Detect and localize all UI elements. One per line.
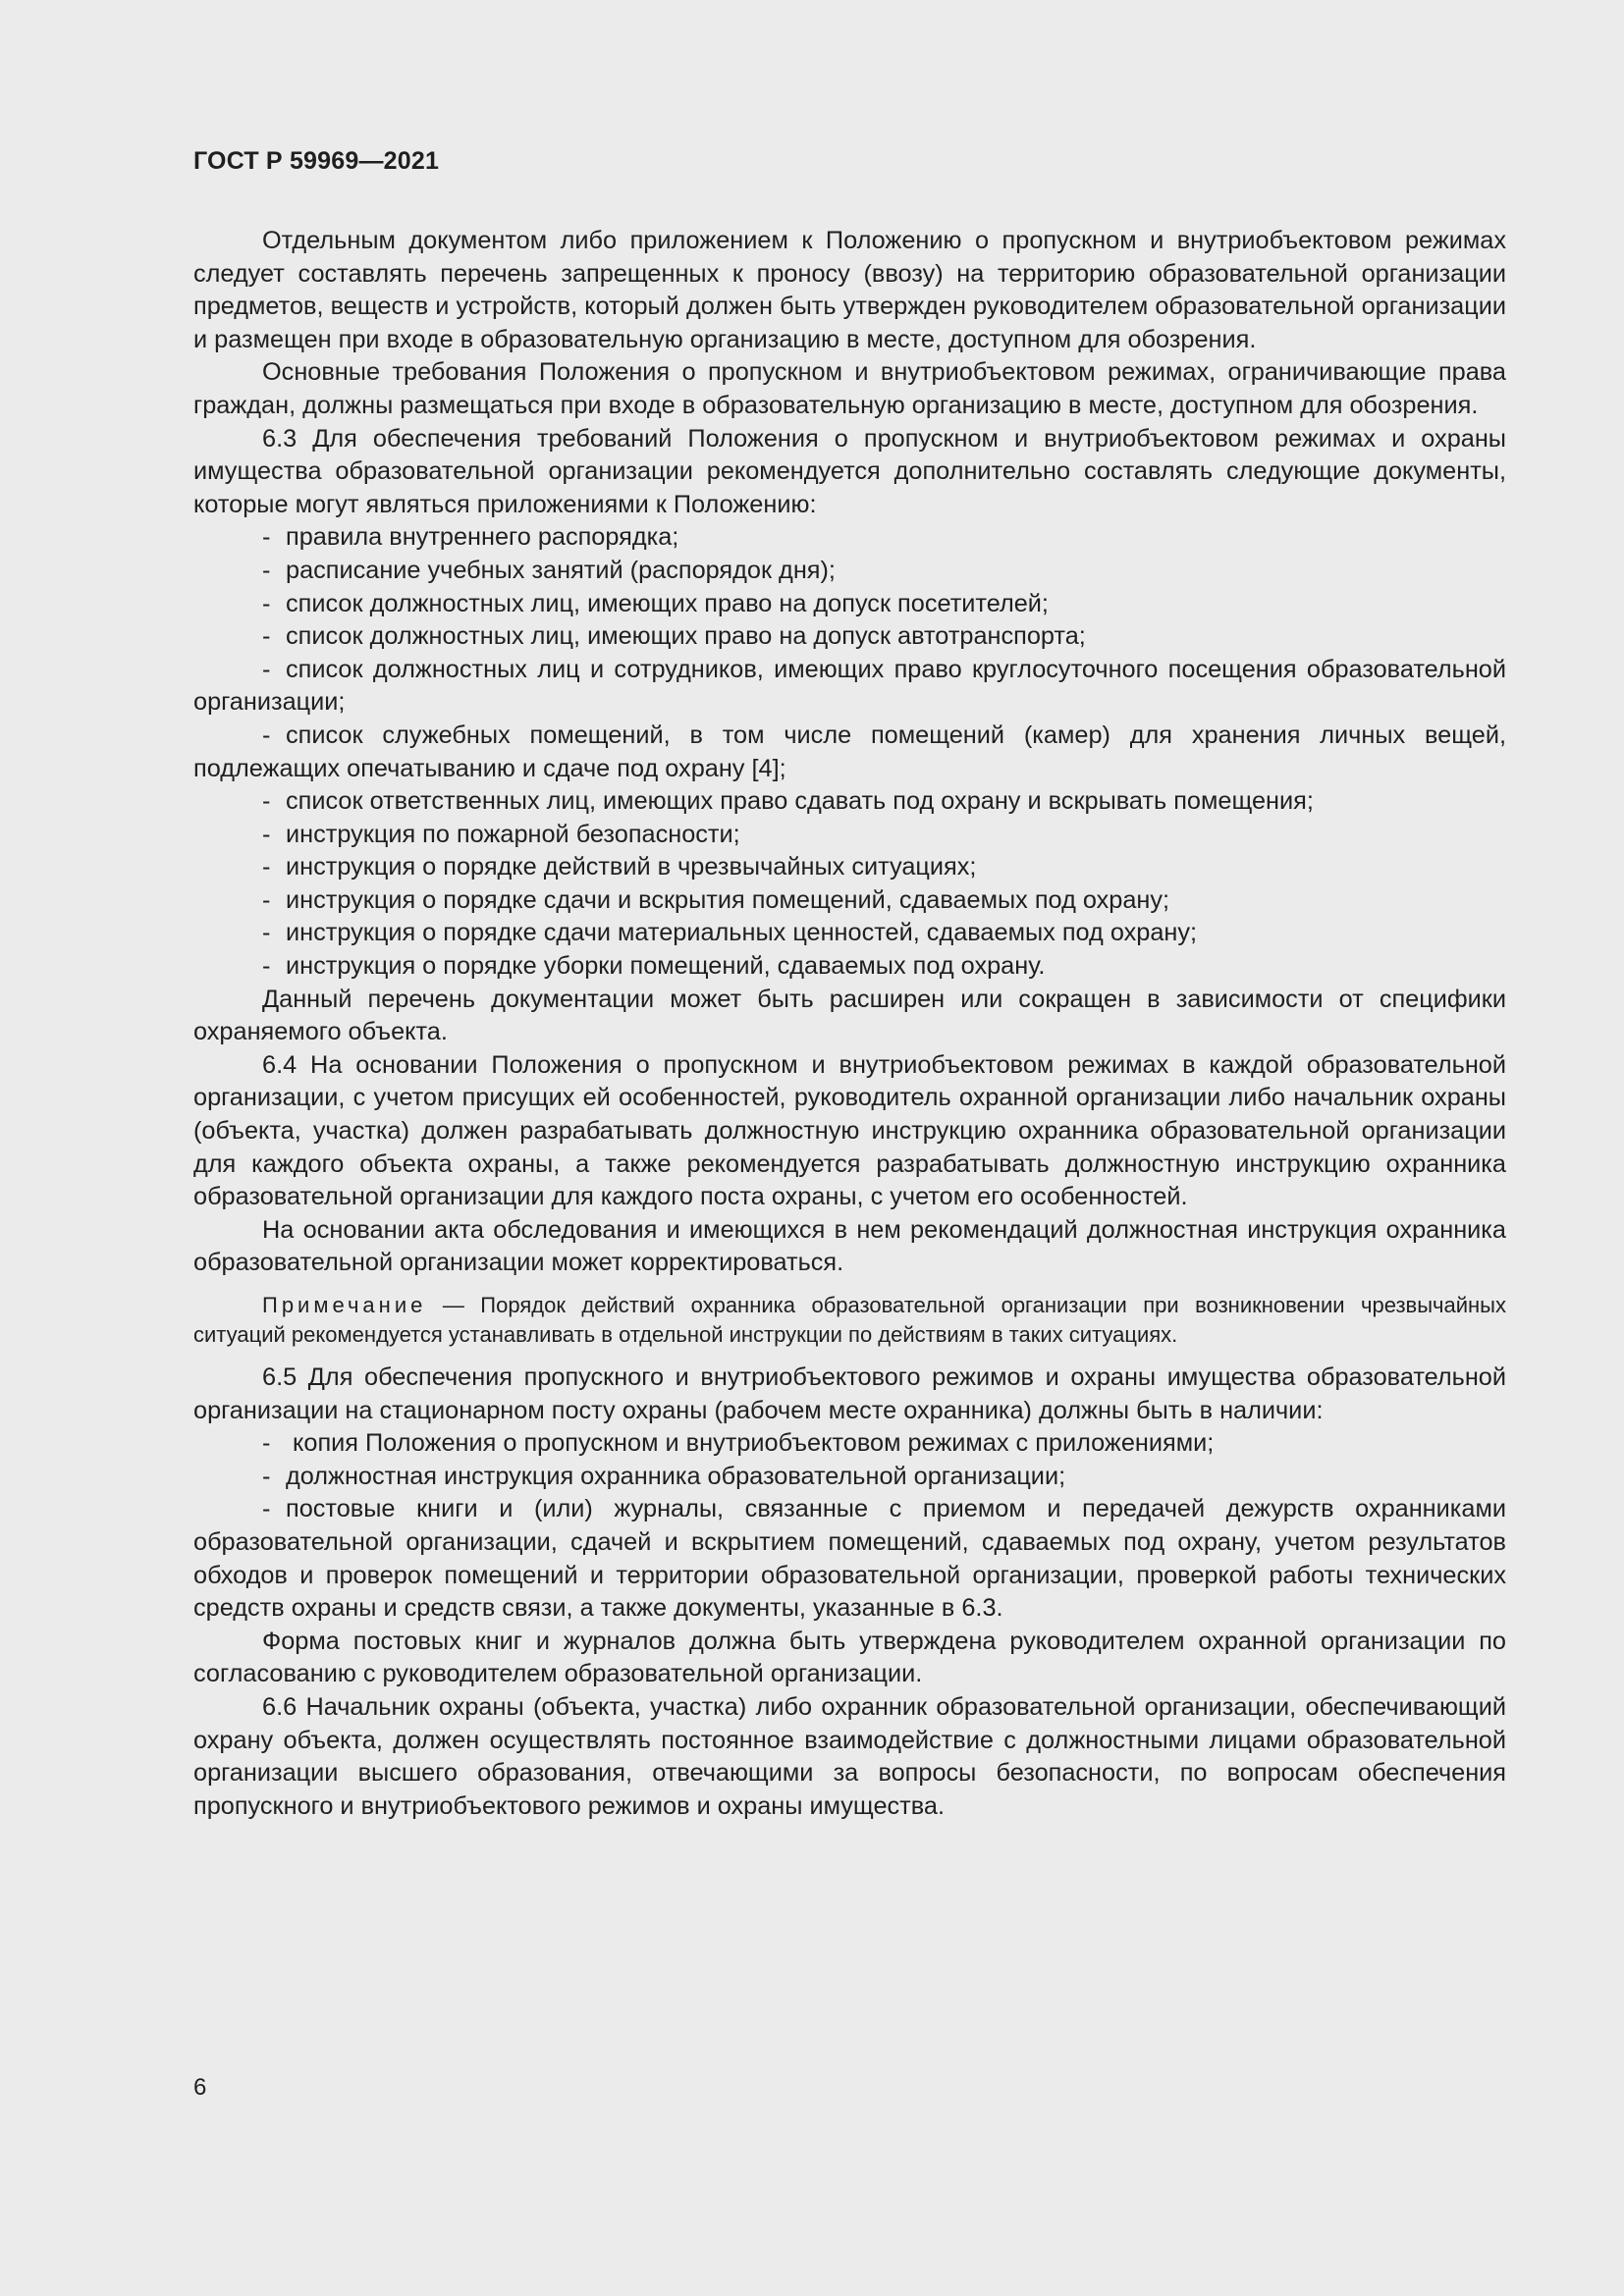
- list-marker: -: [262, 655, 271, 683]
- paragraph-section-6-3: 6.3 Для обеспечения требований Положения о пропускном и внутриобъектовом режимах и охраны имущества образовательной организации рекомендуется дополнительно составлять следующие документы, которые могут являться приложениями к Положению:: [193, 424, 1506, 518]
- list-item: - инструкция по пожарной безопасности;: [193, 819, 1506, 852]
- list-marker: -: [262, 1429, 271, 1458]
- note-label: Примечание: [262, 1293, 427, 1317]
- paragraph: Основные требования Положения о пропускном и внутриобъектовом режимах, ограничивающие права граждан, должны размещаться при входе в образовательную организацию в месте, доступном для обозрения.: [193, 358, 1506, 419]
- list-marker: -: [262, 952, 271, 981]
- list-item: - инструкция о порядке сдачи и вскрытия помещений, сдаваемых под охрану;: [193, 884, 1506, 918]
- list-marker: -: [262, 622, 271, 651]
- list-item: - список служебных помещений, в том числе помещений (камер) для хранения личных вещей, подлежащих опечатыванию и сдаче под охрану [4];: [193, 721, 1506, 782]
- document-body: [193, 225, 1506, 1823]
- list-item: - список должностных лиц и сотрудников, имеющих право круглосуточного посещения образовательной организации;: [193, 655, 1506, 717]
- list-marker: -: [262, 787, 271, 816]
- list-marker: -: [262, 556, 271, 584]
- list-marker: -: [262, 1495, 271, 1523]
- note: [193, 1291, 1506, 1350]
- list-marker: -: [262, 1462, 271, 1490]
- list-item: - список должностных лиц, имеющих право на допуск автотранспорта;: [193, 620, 1506, 654]
- list-item: - должностная инструкция охранника образовательной организации;: [193, 1461, 1506, 1494]
- paragraph-section-6-5: 6.5 Для обеспечения пропускного и внутриобъектового режимов и охраны имущества образовательной организации на стационарном посту охраны (рабочем месте охранника) должны быть в наличии:: [193, 1363, 1506, 1424]
- list-item: - копия Положения о пропускном и внутриобъектовом режимах с приложениями;: [193, 1427, 1506, 1461]
- page-number: 6: [193, 2074, 207, 2101]
- document-header: ГОСТ Р 59969—2021: [193, 147, 440, 175]
- list-marker: -: [262, 523, 271, 552]
- list-item: - инструкция о порядке сдачи материальных ценностей, сдаваемых под охрану;: [193, 917, 1506, 950]
- list-item: - инструкция о порядке уборки помещений, сдаваемых под охрану.: [193, 950, 1506, 984]
- list-item: - постовые книги и (или) журналы, связанные с приемом и передачей дежурств охранниками образовательной организации, сдачей и вскрытием помещений, сдаваемых под охрану, учетом результатов обходов и проверок помещений и территории образовательной организации, проверкой работы технических средств охраны и средств связи, а также документы, указанные в 6.3.: [193, 1495, 1506, 1623]
- list-item: - список должностных лиц, имеющих право на допуск посетителей;: [193, 588, 1506, 621]
- list-marker: -: [262, 919, 271, 947]
- list-marker: -: [262, 853, 271, 881]
- paragraph: Данный перечень документации может быть расширен или сокращен в зависимости от специфики охраняемого объекта.: [193, 985, 1506, 1046]
- note-text: — Порядок действий охранника образовательной организации при возникновении чрезвычайных ситуаций рекомендуется устанавливать в отдельной инструкции по действиям в таких ситуациях.: [193, 1293, 1506, 1347]
- paragraph: Форма постовых книг и журналов должна быть утверждена руководителем охранной организации по согласованию с руководителем образовательной организации.: [193, 1627, 1506, 1688]
- paragraph: Отдельным документом либо приложением к Положению о пропускном и внутриобъектовом режимах следует составлять перечень запрещенных к проносу (ввозу) на территорию образовательной организации предметов, веществ и устройств, который должен быть утвержден руководителем образовательной организации и размещен при входе в образовательную организацию в месте, доступном для обозрения.: [193, 227, 1506, 353]
- list-marker: -: [262, 820, 271, 848]
- list-item: - правила внутреннего распорядка;: [193, 521, 1506, 555]
- list-item: - расписание учебных занятий (распорядок дня);: [193, 555, 1506, 588]
- list-marker: -: [262, 721, 271, 749]
- list-marker: -: [262, 589, 271, 617]
- list-marker: -: [262, 885, 271, 914]
- paragraph: На основании акта обследования и имеющихся в нем рекомендаций должностная инструкция охранника образовательной организации может корректироваться.: [193, 1215, 1506, 1277]
- list-item: - инструкция о порядке действий в чрезвычайных ситуациях;: [193, 851, 1506, 884]
- paragraph-section-6-4: 6.4 На основании Положения о пропускном и внутриобъектовом режимах в каждой образовательной организации, с учетом присущих ей особенностей, руководитель охранной организации либо начальник охраны (объекта, участка) должен разрабатывать должностную инструкцию охранника образовательной организации для каждого объекта охраны, а также рекомендуется разрабатывать должностную инструкцию охранника образовательной организации для каждого поста охраны, с учетом его особенностей.: [193, 1050, 1506, 1211]
- paragraph-section-6-6: 6.6 Начальник охраны (объекта, участка) либо охранник образовательной организации, обеспечивающий охрану объекта, должен осуществлять постоянное взаимодействие с должностными лицами образовательной организации высшего образования, отвечающими за вопросы безопасности, по вопросам обеспечения пропускного и внутриобъектового режимов и охраны имущества.: [193, 1692, 1506, 1820]
- list-item: - список ответственных лиц, имеющих право сдавать под охрану и вскрывать помещения;: [193, 785, 1506, 819]
